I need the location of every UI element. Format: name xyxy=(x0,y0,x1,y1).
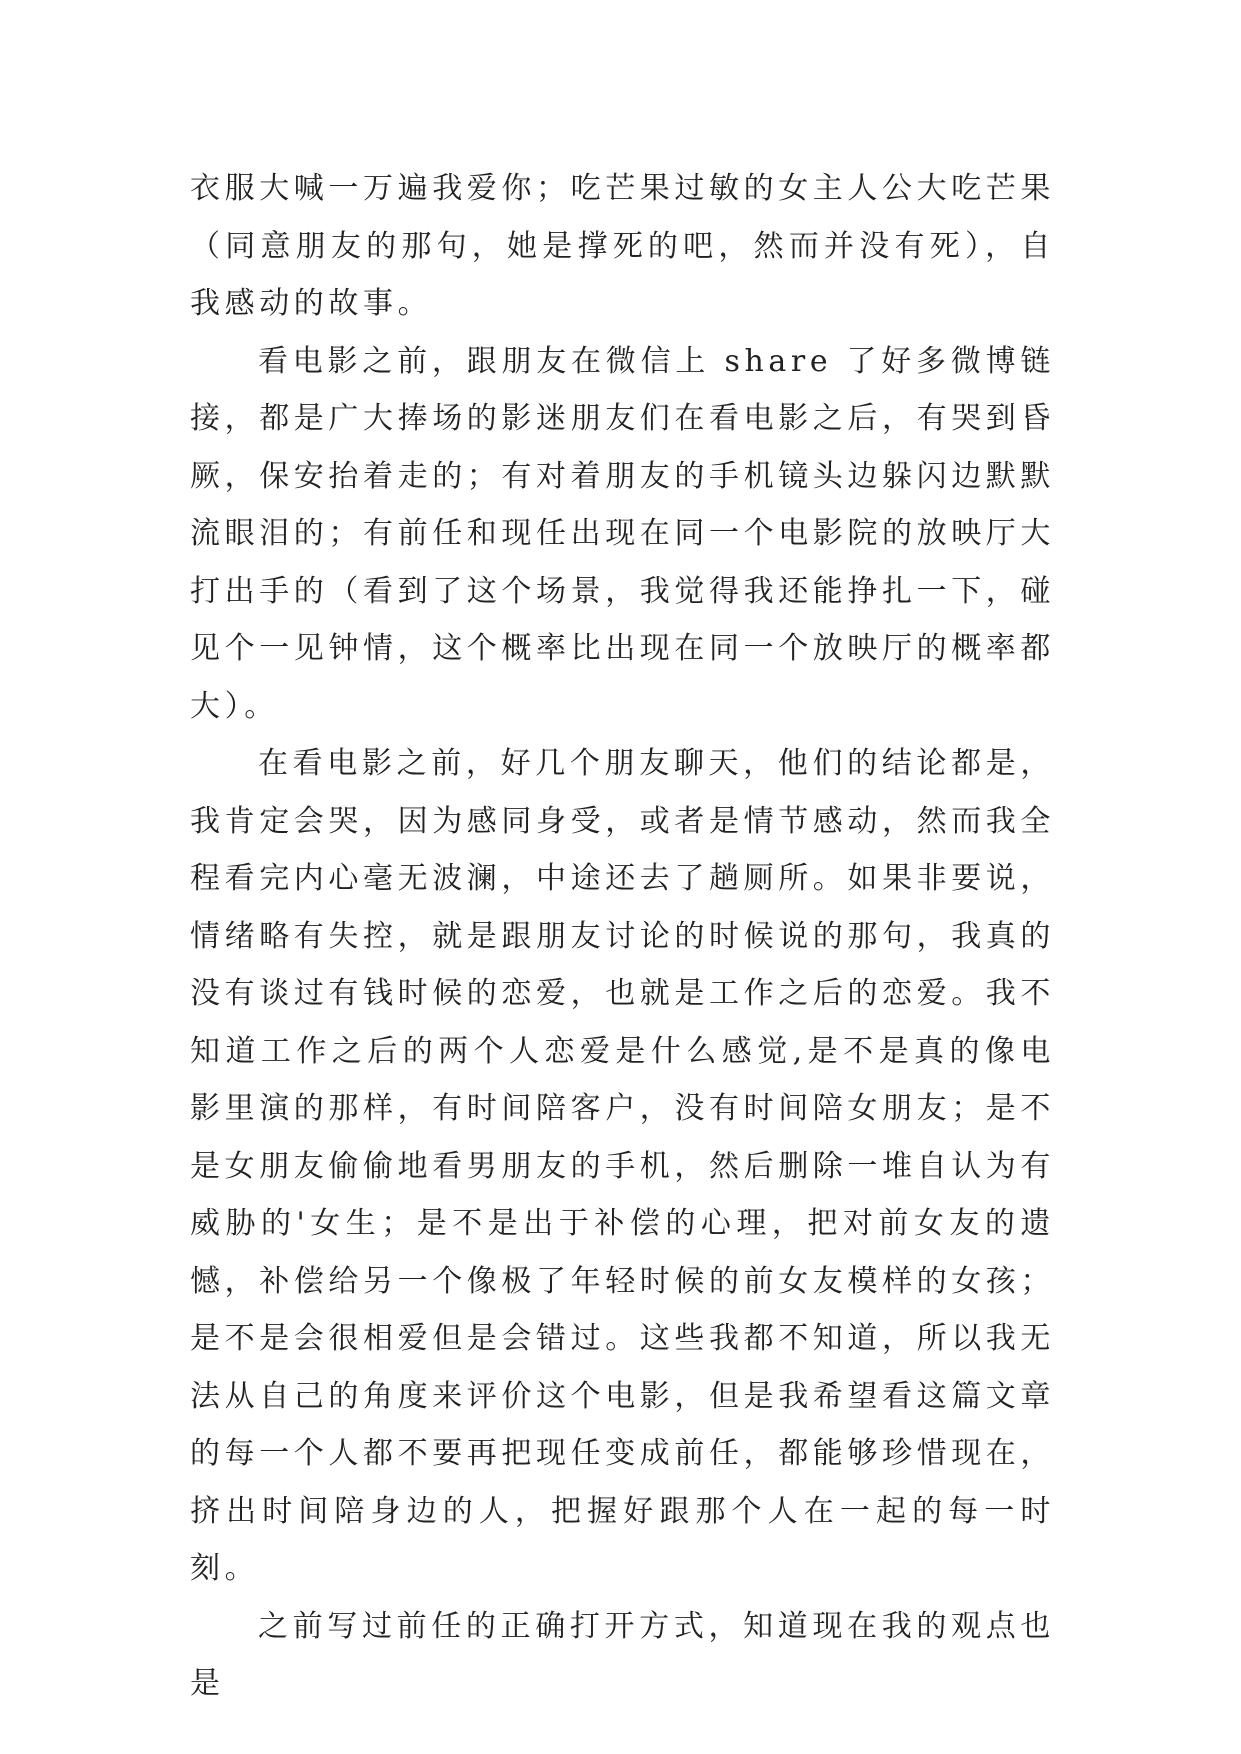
paragraph-3: 在看电影之前，好几个朋友聊天，他们的结论都是，我肯定会哭，因为感同身受，或者是情节感动，然而我全程看完内心毫无波澜，中途还去了趟厕所。如果非要说，情绪略有失控，就是跟朋友讨论的时候说的那句，我真的没有谈过有钱时候的恋爱，也就是工作之后的恋爱。我不知道工作之后的两个人恋爱是什么感觉,是不是真的像电影里演的那样，有时间陪客户，没有时间陪女朋友；是不是女朋友偷偷地看男朋友的手机，然后删除一堆自认为有威胁的'女生；是不是出于补偿的心理，把对前女友的遗憾，补偿给另一个像极了年轻时候的前女友模样的女孩；是不是会很相爱但是会错过。这些我都不知道，所以我无法从自己的角度来评价这个电影，但是我希望看这篇文章的每一个人都不要再把现任变成前任，都能够珍惜现在，挤出时间陪身边的人，把握好跟那个人在一起的每一时刻。 xyxy=(190,746,1055,1586)
paragraph-4: 之前写过前任的正确打开方式，知道现在我的观点也是 xyxy=(190,1608,1055,1701)
document-body xyxy=(190,160,1055,1713)
paragraph-2: 看电影之前，跟朋友在微信上 share 了好多微博链接，都是广大捧场的影迷朋友们在看电影之后，有哭到昏厥，保安抬着走的；有对着朋友的手机镜头边躲闪边默默流眼泪的；有前任和现任出现在同一个电影院的放映厅大打出手的（看到了这个场景，我觉得我还能挣扎一下，碰见个一见钟情，这个概率比出现在同一个放映厅的概率都大）。 xyxy=(190,343,1055,724)
paragraph-1: 衣服大喊一万遍我爱你；吃芒果过敏的女主人公大吃芒果（同意朋友的那句，她是撑死的吧，然而并没有死），自我感动的故事。 xyxy=(190,171,1055,321)
